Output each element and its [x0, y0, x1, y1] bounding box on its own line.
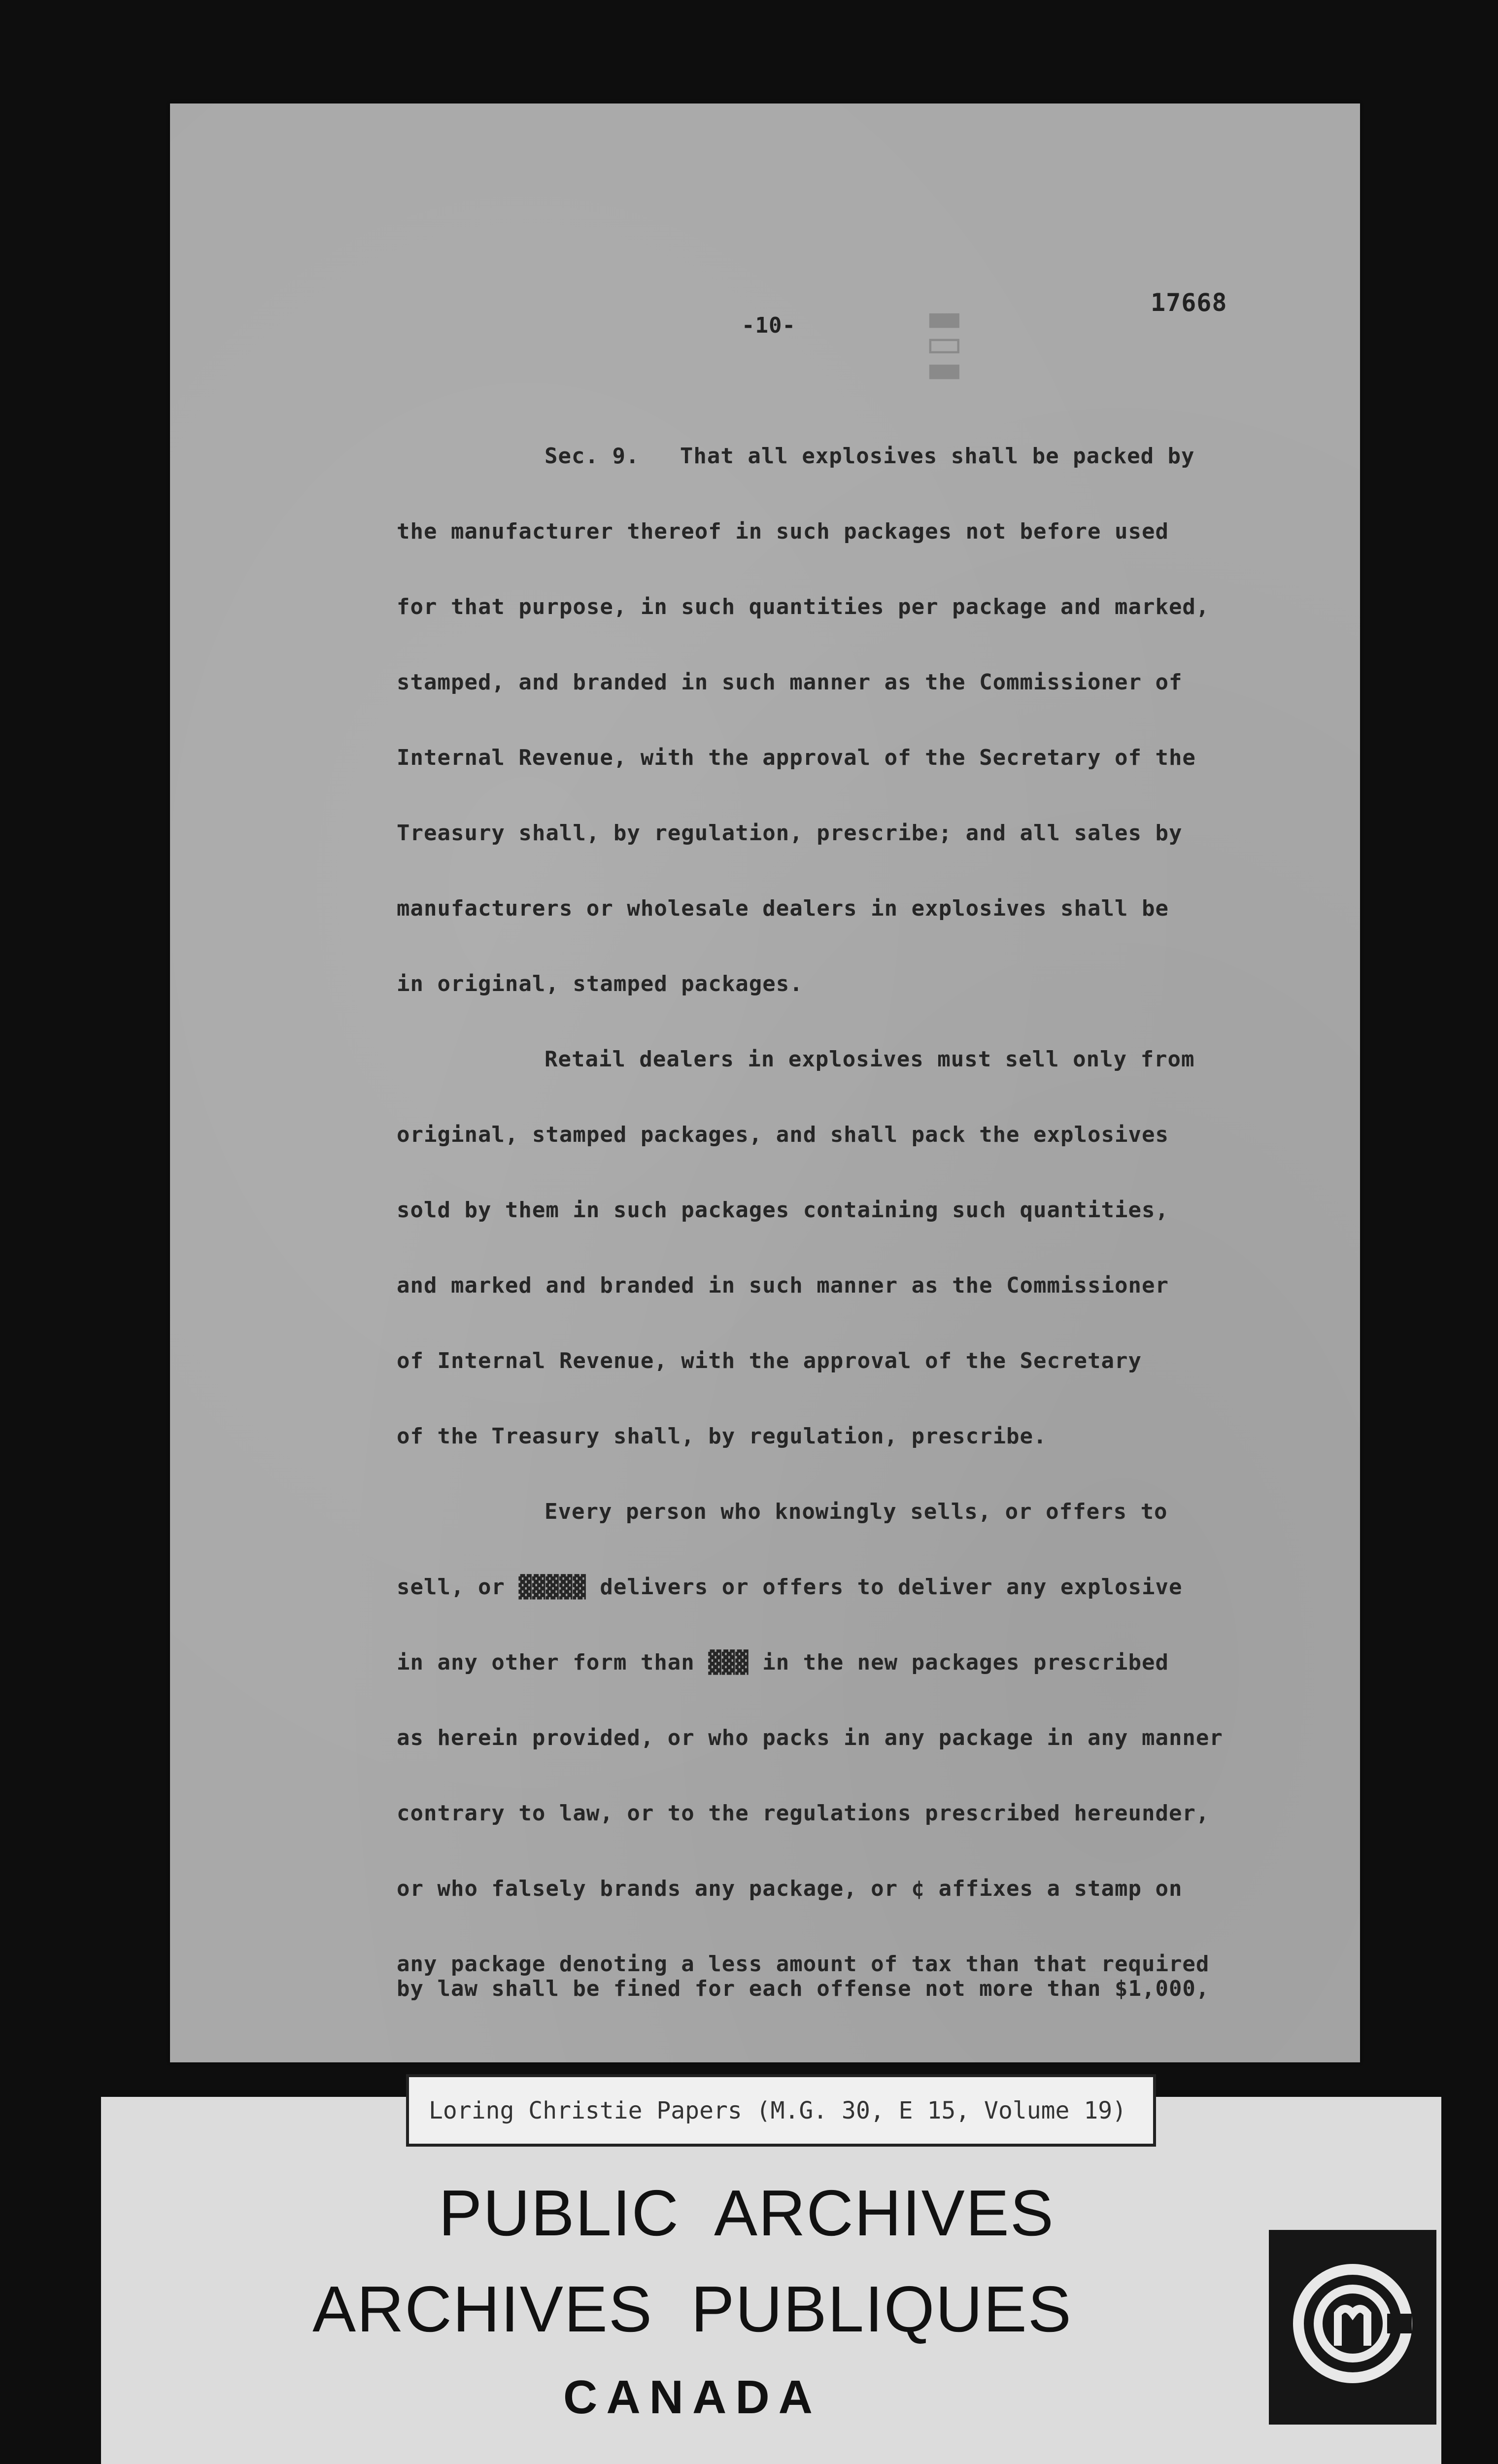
text-line: Internal Revenue, with the approval of the Secretary of the	[397, 745, 1196, 770]
text-line: for that purpose, in such quantities per package and marked,	[397, 594, 1210, 619]
document-number: 17668	[1151, 288, 1227, 317]
text-line: of Internal Revenue, with the approval of the Secretary	[397, 1348, 1142, 1373]
text-line: sell, or ▓▓▓▓▓ delivers or offers to deliver any explosive	[397, 1574, 1183, 1600]
text-line: any package denoting a less amount of tax than that required	[397, 1951, 1210, 1977]
collection-reference: Loring Christie Papers (M.G. 30, E 15, Volume 19)	[429, 2097, 1127, 2124]
text-line: Retail dealers in explosives must sell only from	[545, 1047, 1195, 1072]
text-line: as herein provided, or who packs in any package in any manner	[397, 1725, 1223, 1750]
collection-strip	[409, 2077, 1153, 2144]
faint-stamp-mark: ▮▯▮	[924, 309, 971, 387]
text-line: Every person who knowingly sells, or offers to	[545, 1499, 1168, 1524]
text-line: sold by them in such packages containing such quantities,	[397, 1198, 1169, 1223]
typewritten-page	[170, 103, 1360, 2062]
text-line: contrary to law, or to the regulations prescribed hereunder,	[397, 1801, 1210, 1826]
text-line: the manufacturer thereof in such packages not before used	[397, 519, 1169, 544]
archives-canada-logo-icon	[1269, 2230, 1436, 2425]
page-number: -10-	[742, 313, 796, 338]
text-line: stamped, and branded in such manner as the Commissioner of	[397, 670, 1183, 695]
text-line: Sec. 9. That all explosives shall be packed by	[545, 444, 1195, 469]
text-line: by law shall be fined for each offense not more than $1,000,	[397, 1976, 1210, 2001]
text-line: or who falsely brands any package, or ¢ affixes a stamp on	[397, 1876, 1183, 1901]
text-line: manufacturers or wholesale dealers in explosives shall be	[397, 896, 1169, 921]
text-line: of the Treasury shall, by regulation, prescribe.	[397, 1424, 1047, 1449]
archive-country: CANADA	[563, 2371, 821, 2424]
text-line: in any other form than ▓▓▓ in the new packages prescribed	[397, 1650, 1169, 1675]
text-line: original, stamped packages, and shall pack the explosives	[397, 1122, 1169, 1147]
archive-title-english: PUBLIC ARCHIVES	[439, 2177, 1055, 2249]
text-line: and marked and branded in such manner as the Commissioner	[397, 1273, 1169, 1298]
archive-label-card	[101, 2097, 1441, 2464]
text-line: Treasury shall, by regulation, prescribe; and all sales by	[397, 821, 1183, 846]
archive-title-french: ARCHIVES PUBLIQUES	[312, 2273, 1072, 2345]
text-line: in original, stamped packages.	[397, 971, 803, 996]
